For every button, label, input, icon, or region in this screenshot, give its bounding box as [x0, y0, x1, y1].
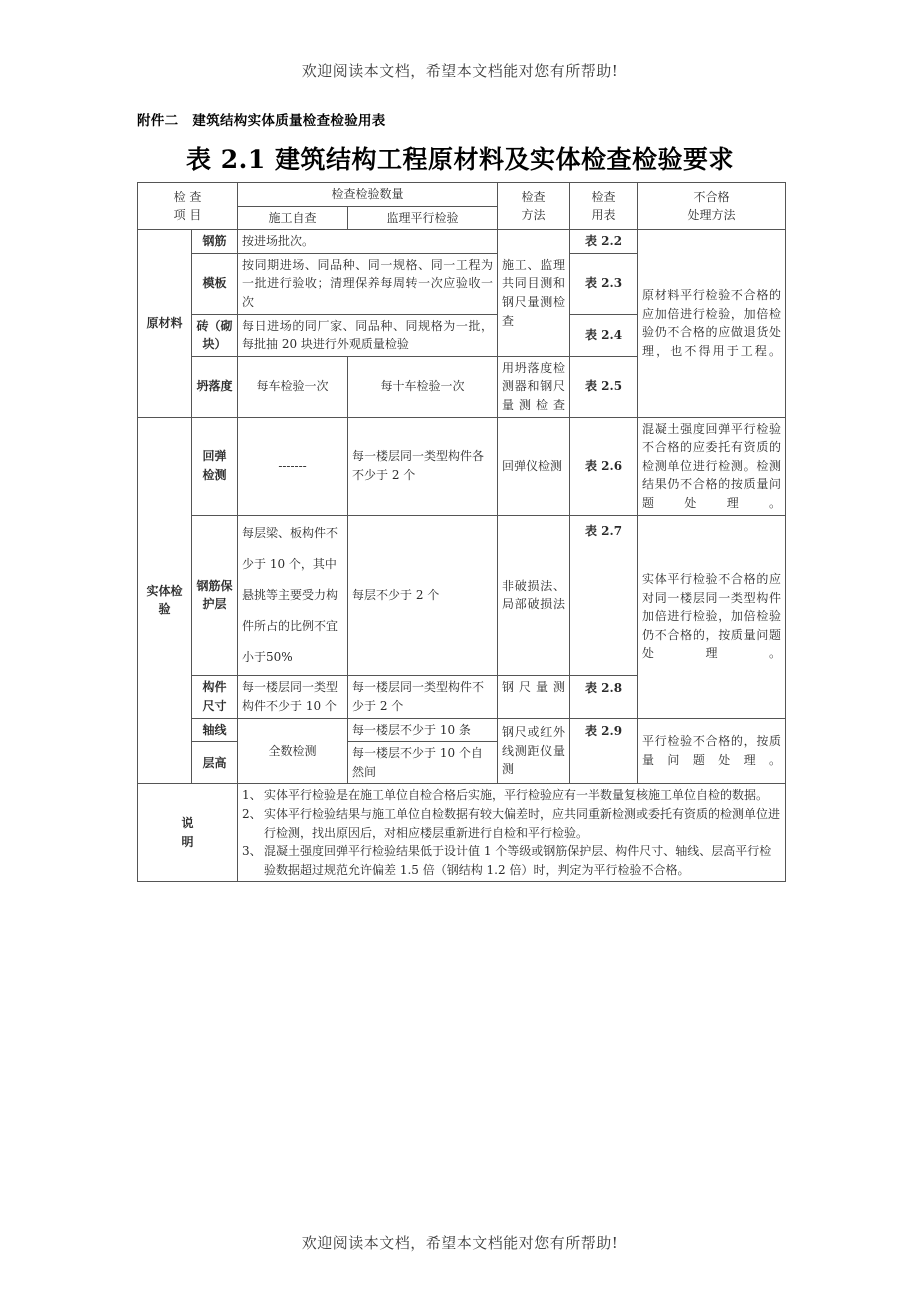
header-quantity: 检查检验数量 [238, 183, 498, 207]
group-label-raw-material: 原材料 [138, 230, 192, 417]
cell-method-member-size: 钢尺量测 [498, 676, 570, 718]
row-item-slump: 坍落度 [192, 356, 238, 417]
row-item-cover-layer: 钢筋保护层 [192, 515, 238, 676]
cell-form-cover-layer: 表 2.7 [570, 515, 638, 676]
cell-method-cover-layer: 非破损法、局部破损法 [498, 515, 570, 676]
cell-parallel-check-cover-layer: 每层不少于 2 个 [348, 515, 498, 676]
cell-method-raw: 施工、监理共同目测和钢尺量测检查 [498, 230, 570, 357]
row-item-rebound: 回弹 检测 [192, 417, 238, 515]
header-fail-line1: 不合格 [693, 189, 730, 204]
header-method [498, 183, 570, 230]
cell-parallel-check-floor-height: 每一楼层不少于 10 个自然间 [348, 742, 498, 784]
cell-method-axis-floor: 钢尺或红外线测距仪量测 [498, 718, 570, 784]
header-inspection-item-line2: 项 目 [173, 208, 202, 223]
cell-self-check-steel: 按进场批次。 [238, 230, 498, 254]
row-item-brick: 砖（砌 块） [192, 314, 238, 356]
cell-self-check-axis-floor: 全数检测 [238, 718, 348, 784]
cell-self-check-cover-layer: 每层梁、板构件不少于 10 个，其中悬挑等主要受力构件所占的比例不宜小于50% [238, 515, 348, 676]
row-item-floor-height: 层高 [192, 742, 238, 784]
header-fail-line2: 处理方法 [687, 208, 736, 223]
header-method-line2: 方法 [521, 208, 546, 223]
cell-form-brick: 表 2.4 [570, 314, 638, 356]
cell-form-axis-floor: 表 2.9 [570, 718, 638, 784]
table-notes-row [138, 784, 786, 882]
note-item: 3、 混凝土强度回弹平行检验结果低于设计值 1 个等级或钢筋保护层、构件尺寸、轴线、层高平行检验数据超过规范允许偏差 1.5 倍（钢结构 1.2 倍）时，判定为平行检验不合格。 [242, 844, 772, 877]
header-inspection-item-line1: 检 查 [173, 189, 202, 204]
cell-self-check-slump: 每车检验一次 [238, 356, 348, 417]
notes-content [238, 784, 786, 882]
cell-fail-rebound: 混凝土强度回弹平行检验不合格的应委托有资质的检测单位进行检测。检测结果仍不合格的按质量问题处理。 [638, 417, 786, 515]
inspection-requirements-table [137, 182, 786, 882]
note-item: 1、 实体平行检验是在施工单位自检合格后实施，平行检验应有一半数量复核施工单位自检的数据。 [242, 788, 769, 803]
top-banner: 欢迎阅读本文档，希望本文档能对您有所帮助! [301, 62, 619, 80]
cell-fail-raw: 原材料平行检验不合格的应加倍进行检验，加倍检验仍不合格的应做退货处理，也不得用于工程。 [638, 230, 786, 417]
header-parallel-check: 监理平行检验 [348, 206, 498, 230]
cell-form-rebound: 表 2.6 [570, 417, 638, 515]
cell-parallel-check-rebound: 每一楼层同一类型构件各不少于 2 个 [348, 417, 498, 515]
bottom-banner: 欢迎阅读本文档，希望本文档能对您有所帮助! [301, 1234, 619, 1252]
row-item-member-size: 构件 尺寸 [192, 676, 238, 718]
note-item: 2、 实体平行检验结果与施工单位自检数据有较大偏差时，应共同重新检测或委托有资质的检测单位进行检测，找出原因后，对相应楼层重新进行自检和平行检验。 [242, 807, 781, 840]
table-row [138, 230, 786, 254]
attachment-text: 建筑结构实体质量检查检验用表 [192, 113, 386, 129]
notes-label: 说 明 [138, 784, 238, 882]
cell-form-formwork: 表 2.3 [570, 253, 638, 314]
header-fail-handling [638, 183, 786, 230]
cell-fail-entity: 实体平行检验不合格的应对同一楼层同一类型构件加倍进行检验，加倍检验仍不合格的，按质量问题处理。 [638, 515, 786, 718]
cell-form-steel: 表 2.2 [570, 230, 638, 254]
cell-parallel-check-slump: 每十车检验一次 [348, 356, 498, 417]
cell-self-check-formwork: 按同期进场、同品种、同一规格、同一工程为一批进行验收；清理保养每周转一次应验收一次 [238, 253, 498, 314]
attachment-heading [137, 109, 386, 129]
row-item-steel: 钢筋 [192, 230, 238, 254]
cell-parallel-check-axis: 每一楼层不少于 10 条 [348, 718, 498, 742]
header-method-line1: 检查 [521, 189, 546, 204]
header-self-check: 施工自查 [238, 206, 348, 230]
attachment-prefix: 附件二 [137, 113, 179, 129]
table-row [138, 718, 786, 742]
cell-parallel-check-member-size: 每一楼层同一类型构件不少于 2 个 [348, 676, 498, 718]
row-item-axis: 轴线 [192, 718, 238, 742]
header-form-line2: 用表 [591, 208, 616, 223]
cell-method-rebound: 回弹仪检测 [498, 417, 570, 515]
page-title: 表 2.1 建筑结构工程原材料及实体检查检验要求 [186, 145, 734, 174]
cell-self-check-rebound: ------- [238, 417, 348, 515]
group-label-entity-inspection: 实体检验 [138, 417, 192, 784]
header-form [570, 183, 638, 230]
cell-self-check-brick: 每日进场的同厂家、同品种、同规格为一批，每批抽 20 块进行外观质量检验 [238, 314, 498, 356]
table-row [138, 417, 786, 515]
cell-fail-axis-floor: 平行检验不合格的，按质量问题处理。 [638, 718, 786, 784]
cell-form-member-size: 表 2.8 [570, 676, 638, 718]
header-form-line1: 检查 [591, 189, 616, 204]
cell-self-check-member-size: 每一楼层同一类型构件不少于 10 个 [238, 676, 348, 718]
table-row [138, 515, 786, 676]
header-inspection-item [138, 183, 238, 230]
cell-method-slump: 用坍落度检测器和钢尺量测检查 [498, 356, 570, 417]
table-header-row-1 [138, 183, 786, 207]
row-item-formwork: 模板 [192, 253, 238, 314]
cell-form-slump: 表 2.5 [570, 356, 638, 417]
